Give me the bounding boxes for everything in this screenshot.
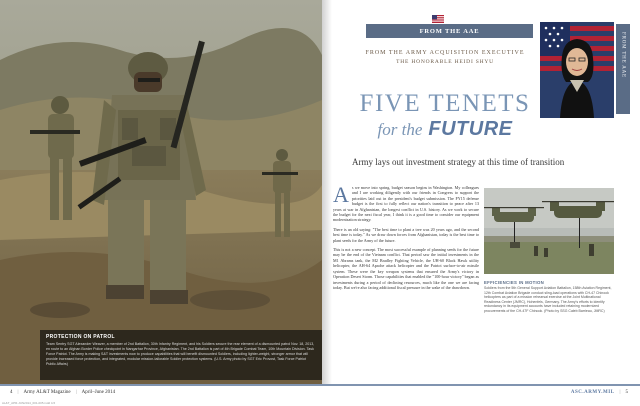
flag-icon — [432, 15, 444, 23]
footer-separator: | — [75, 390, 77, 395]
footer-rule — [0, 384, 640, 386]
byline-title: FROM THE ARMY ACQUISITION EXECUTIVE — [365, 50, 525, 56]
print-slug: AL&T_APR-JUN2014_001-005.indd 4-5 — [2, 401, 56, 405]
footer-separator: | — [17, 390, 19, 395]
right-page-number: 5 — [625, 390, 628, 395]
magazine-name: Army AL&T Magazine — [23, 390, 71, 395]
side-tab — [616, 24, 630, 114]
article-body — [333, 182, 479, 294]
headline-for: for the — [377, 120, 423, 139]
byline-name: THE HONORABLE HEIDI SHYU — [396, 59, 494, 65]
dropcap: A — [333, 182, 349, 207]
author-portrait — [540, 22, 614, 118]
side-tab-label: FROM THE AAE — [620, 32, 626, 78]
body-text-1: s we move into spring, budget season begins in Washington. My colleagues and I are working diligently with our friends in Congress to support the priorities laid out in the president's budget submission. The FY15 defense budget is the first to fully reflect our nation's transition to peace after 13 years at war in Afghanistan, the longest conflict in U.S. history. As we work to secure the budget for the next fiscal year, I think it is a good time to consider our equipment modernization strategy. — [333, 185, 479, 223]
helicopter-caption-head: EFFICIENCIES IN MOTION — [484, 280, 545, 285]
left-page — [0, 0, 322, 384]
subtitle: Army lays out investment strategy at this time of transition — [352, 157, 565, 167]
footer-right — [571, 390, 628, 395]
patrol-photo — [0, 0, 322, 384]
body-paragraph-1 — [333, 182, 479, 223]
left-page-number: 4 — [10, 390, 13, 395]
spine-shadow — [322, 0, 332, 384]
headline-line2 — [340, 118, 550, 141]
body-paragraph-3: This is not a new concept. The most successful example of planning seeds for the future may be the end of the Vietnam conflict. That period saw the initial investments in the M1 Abrams tank, the M2 Bradley Fighting Vehicle, the UH-60 Black Hawk utility helicopter, the AH-64 Apache attack helicopter and the Patriot surface-to-air missile system. These were the key weapon systems that ensured the Army's victory in Operation Desert Storm. Those capabilities that enabled the "100-hour victory" began as investments during a period of declining resources, much like the one we are facing today. But we're also facing additional fiscal pressure in the wake of the drawdown. — [333, 247, 479, 290]
footer — [0, 384, 640, 406]
body-paragraph-2: There is an old saying: "The best time to plant a tree was 20 years ago, and the second best time is today." As we draw down forces from Afghanistan, today is the best time to plant seeds for the Army of the future. — [333, 226, 479, 243]
helicopter-caption: Soldiers from the 5th General Support Aviation Battalion, 158th Aviation Regiment, 12th Combat Aviation Brigade conduct sling-load operations with CH-47 Chinook helicopters as part of a mission rehearsal exercise at the Joint Multinational Readiness Center (JMRC), Hohenfels, Germany. The Army's efforts to identify redundancy in its equipment accounts have included retaining modernized procurements of the CH-47F Chinook. (Photo by SSG Caleb Barrieau, JMRC) — [484, 286, 612, 313]
footer-separator: | — [619, 390, 621, 395]
footer-left — [10, 390, 115, 395]
headline-line1: FIVE TENETS — [359, 90, 531, 117]
issue-date: April–June 2014 — [81, 390, 116, 395]
photo-caption-head: PROTECTION ON PATROL — [46, 334, 115, 340]
photo-caption-text: Team Sentry SGT Alexander Weaver, a member of 2nd Battalion, 30th Infantry Regiment, and his Soldiers secure the rear element of a dismounted patrol Nov. 18, 2013, en route to an Afghan Border Police checkpoint in Nangarhar Province, Afghanistan. The 2nd Battalion is part of 4th Brigade Combat Team, 10th Mountain Division. Task Force Patriot. The Army is making S&T investments now to produce capabilities that will benefit dismounted Soldiers, including lighter-weight, stronger armor that will provide increased force protection, and integrated, modular mission-tailorable Soldier protection systems. (U.S. Army photo by SGT Eric Provost, Task Force Patriot Public Affairs) — [46, 342, 315, 366]
photo-caption-box — [40, 330, 322, 380]
site-url[interactable]: ASC.ARMY.MIL — [570, 390, 615, 395]
section-label: FROM THE AAE — [366, 24, 533, 38]
headline-future: FUTURE — [428, 118, 513, 140]
helicopter-photo — [484, 188, 614, 274]
